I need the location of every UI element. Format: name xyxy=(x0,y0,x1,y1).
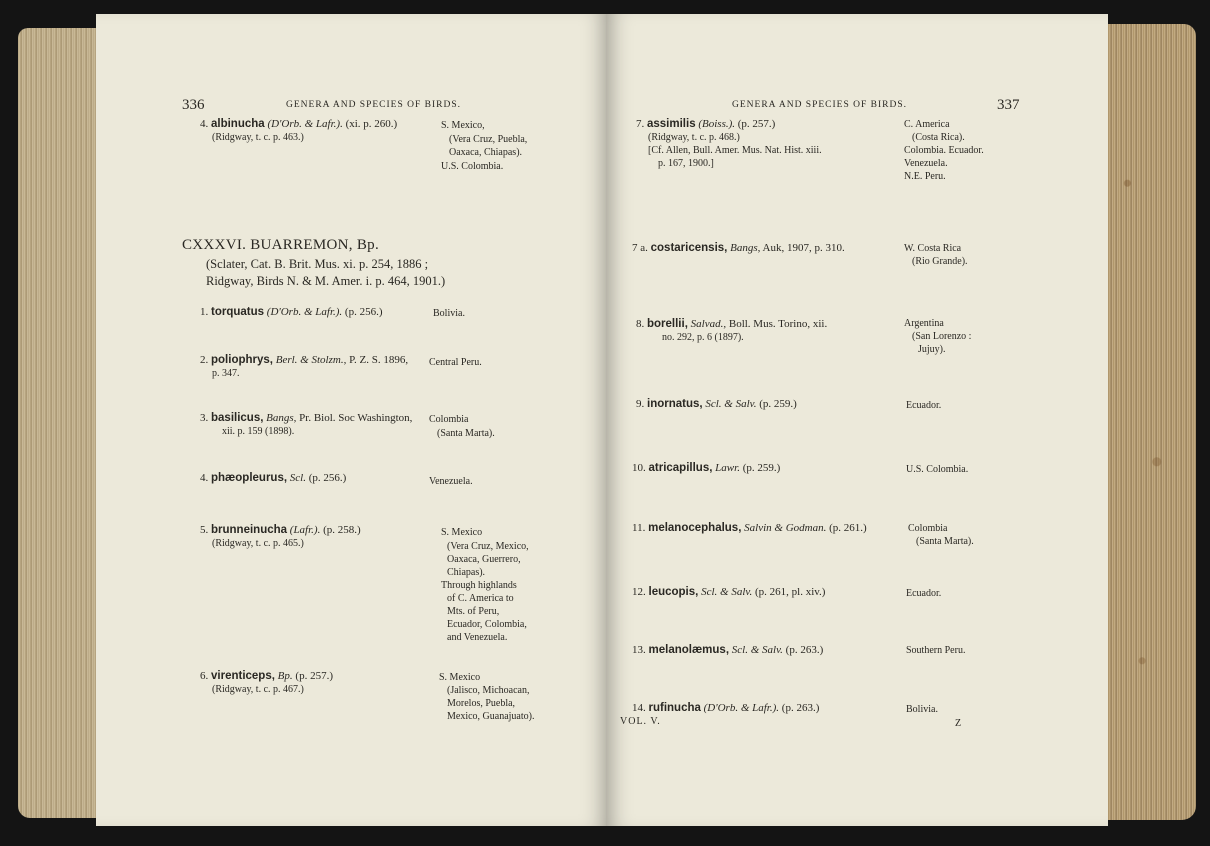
range-line: Ecuador. xyxy=(906,588,942,599)
species-reference-line: (Ridgway, t. c. p. 465.) xyxy=(212,538,304,549)
range-line: Oaxaca, Guerrero, xyxy=(447,554,521,565)
range-line: Mexico, Guanajuato). xyxy=(447,711,535,722)
species-reference: P. Z. S. 1896, xyxy=(349,354,409,366)
species-reference: Auk, 1907, p. 310. xyxy=(762,242,845,254)
signature-mark: Z xyxy=(955,718,962,729)
range-line: C. America xyxy=(904,119,950,130)
range-line: (Costa Rica). xyxy=(912,132,965,143)
species-authority: (D'Orb. & Lafr.). xyxy=(703,702,780,714)
genus-citation: (Sclater, Cat. B. Brit. Mus. xi. p. 254, 1886 ; xyxy=(206,257,429,271)
range-line: S. Mexico, xyxy=(441,120,485,131)
entry-number: 14. xyxy=(632,702,646,714)
species-name: costaricensis, xyxy=(650,242,728,254)
right-page xyxy=(606,14,1108,826)
range-line: Ecuador, Colombia, xyxy=(447,619,527,630)
range-line: Argentina xyxy=(904,318,944,329)
range-line: (Santa Marta). xyxy=(437,428,495,439)
species-reference: (p. 256.) xyxy=(344,306,383,318)
species-name: phæopleurus, xyxy=(211,472,288,484)
range-line: W. Costa Rica xyxy=(904,243,962,254)
range-line: Ecuador. xyxy=(906,400,942,411)
entry-number: 2. xyxy=(200,354,209,366)
entry-number: 5. xyxy=(200,524,209,536)
species-reference: (p. 263.) xyxy=(785,644,824,656)
range-line: Oaxaca, Chiapas). xyxy=(449,147,523,158)
range-line: Morelos, Puebla, xyxy=(447,698,516,709)
entry-number: 10. xyxy=(632,462,646,474)
species-name: assimilis xyxy=(647,118,696,130)
species-reference: (p. 257.) xyxy=(737,118,776,130)
species-authority: Scl. & Salv. xyxy=(731,644,783,656)
species-reference-line: [Cf. Allen, Bull. Amer. Mus. Nat. Hist. xiii. xyxy=(648,145,822,156)
running-head: GENERA AND SPECIES OF BIRDS. xyxy=(286,100,462,110)
species-reference-line: (Ridgway, t. c. p. 468.) xyxy=(648,132,740,143)
species-reference: (p. 261.) xyxy=(829,522,867,534)
range-line: Central Peru. xyxy=(429,357,482,368)
range-line: of C. America to xyxy=(447,593,514,604)
range-line: Colombia xyxy=(908,523,948,534)
entry-number: 12. xyxy=(632,586,646,598)
species-reference-line: p. 347. xyxy=(212,368,240,379)
species-authority: Bp. xyxy=(277,670,293,682)
species-name: leucopis, xyxy=(648,586,699,598)
species-authority: Scl. xyxy=(289,472,306,484)
range-line: Colombia xyxy=(429,414,469,425)
range-line: Jujuy). xyxy=(918,344,946,355)
range-line: (Jalisco, Michoacan, xyxy=(447,685,530,696)
entry-number: 8. xyxy=(636,318,645,330)
species-authority: Salvad., xyxy=(690,318,727,330)
page-number: 336 xyxy=(182,97,205,113)
range-line: (Santa Marta). xyxy=(916,536,974,547)
range-line: Colombia. Ecuador. xyxy=(904,145,984,156)
entry-number: 4. xyxy=(200,118,209,130)
species-authority: Scl. & Salv. xyxy=(701,586,753,598)
entry-number: 11. xyxy=(632,522,646,534)
entry-number: 3. xyxy=(200,412,209,424)
species-name: melanolæmus, xyxy=(648,644,730,656)
range-line: Venezuela. xyxy=(904,158,948,169)
page-number: 337 xyxy=(997,97,1020,113)
species-name: brunneinucha xyxy=(211,524,288,536)
range-line: Bolivia. xyxy=(433,308,465,319)
species-reference: Pr. Biol. Soc Washington, xyxy=(299,412,413,424)
species-reference: (p. 259.) xyxy=(759,398,797,410)
species-reference: (p. 258.) xyxy=(323,524,361,536)
entry-number: 7. xyxy=(636,118,645,130)
species-name: atricapillus, xyxy=(648,462,713,474)
species-reference: (p. 257.) xyxy=(295,670,333,682)
species-authority: Bangs, xyxy=(730,242,761,254)
species-reference-line: no. 292, p. 6 (1897). xyxy=(662,332,744,343)
species-authority: (D'Orb. & Lafr.). xyxy=(266,306,343,318)
entry-number: 7 a. xyxy=(632,242,648,254)
genus-citation: Ridgway, Birds N. & M. Amer. i. p. 464, 1901.) xyxy=(206,274,446,288)
right-page-edges xyxy=(1098,24,1196,820)
species-name: rufinucha xyxy=(648,702,701,714)
range-line: S. Mexico xyxy=(439,672,481,683)
species-reference-line: (Ridgway, t. c. p. 467.) xyxy=(212,684,304,695)
species-reference-line: p. 167, 1900.] xyxy=(658,158,714,169)
species-name: borellii, xyxy=(647,318,688,330)
species-authority: (D'Orb. & Lafr.). xyxy=(267,118,343,130)
species-reference-line: (Ridgway, t. c. p. 463.) xyxy=(212,132,304,143)
species-authority: (Boiss.). xyxy=(698,118,736,130)
range-line: Mts. of Peru, xyxy=(447,606,500,617)
species-reference: (p. 256.) xyxy=(308,472,347,484)
species-reference: (p. 263.) xyxy=(781,702,820,714)
range-line: (San Lorenzo : xyxy=(912,331,972,342)
range-line: Through highlands xyxy=(441,580,517,591)
left-page xyxy=(96,14,608,826)
species-reference: Boll. Mus. Torino, xii. xyxy=(728,318,828,330)
range-line: (Vera Cruz, Mexico, xyxy=(447,541,529,552)
range-line: S. Mexico xyxy=(441,527,483,538)
species-reference-line: xii. p. 159 (1898). xyxy=(222,426,295,437)
species-authority: Berl. & Stolzm., xyxy=(275,354,347,366)
species-name: poliophrys, xyxy=(211,354,273,366)
species-name: albinucha xyxy=(211,118,265,130)
range-line: and Venezuela. xyxy=(447,632,508,643)
range-line: U.S. Colombia. xyxy=(441,161,504,172)
range-line: N.E. Peru. xyxy=(904,171,946,182)
species-authority: Bangs, xyxy=(266,412,297,424)
range-line: (Vera Cruz, Puebla, xyxy=(449,134,528,145)
species-name: melanocephalus, xyxy=(648,522,742,534)
species-authority: (Lafr.). xyxy=(289,524,321,536)
range-line: Southern Peru. xyxy=(906,645,966,656)
species-authority: Salvin & Godman. xyxy=(744,522,827,534)
entry-number: 9. xyxy=(636,398,645,410)
range-line: U.S. Colombia. xyxy=(906,464,969,475)
entry-number: 4. xyxy=(200,472,209,484)
range-line: Bolivia. xyxy=(906,704,938,715)
range-line: Venezuela. xyxy=(429,476,473,487)
range-line: (Rio Grande). xyxy=(912,256,968,267)
species-name: basilicus, xyxy=(211,412,264,424)
species-reference: (p. 259.) xyxy=(742,462,781,474)
species-name: virenticeps, xyxy=(211,670,275,682)
entry-number: 13. xyxy=(632,644,646,656)
genus-title: CXXXVI. BUARREMON, Bp. xyxy=(182,237,380,253)
running-head: GENERA AND SPECIES OF BIRDS. xyxy=(732,100,908,110)
species-name: torquatus xyxy=(211,306,265,318)
volume-signature: VOL. V. xyxy=(620,716,661,727)
entry-number: 1. xyxy=(200,306,209,318)
species-reference: (xi. p. 260.) xyxy=(345,118,398,130)
species-authority: Lawr. xyxy=(715,462,740,474)
range-line: Chiapas). xyxy=(447,567,486,578)
species-name: inornatus, xyxy=(647,398,703,410)
species-reference: (p. 261, pl. xiv.) xyxy=(754,586,826,598)
species-authority: Scl. & Salv. xyxy=(705,398,757,410)
entry-number: 6. xyxy=(200,670,209,682)
